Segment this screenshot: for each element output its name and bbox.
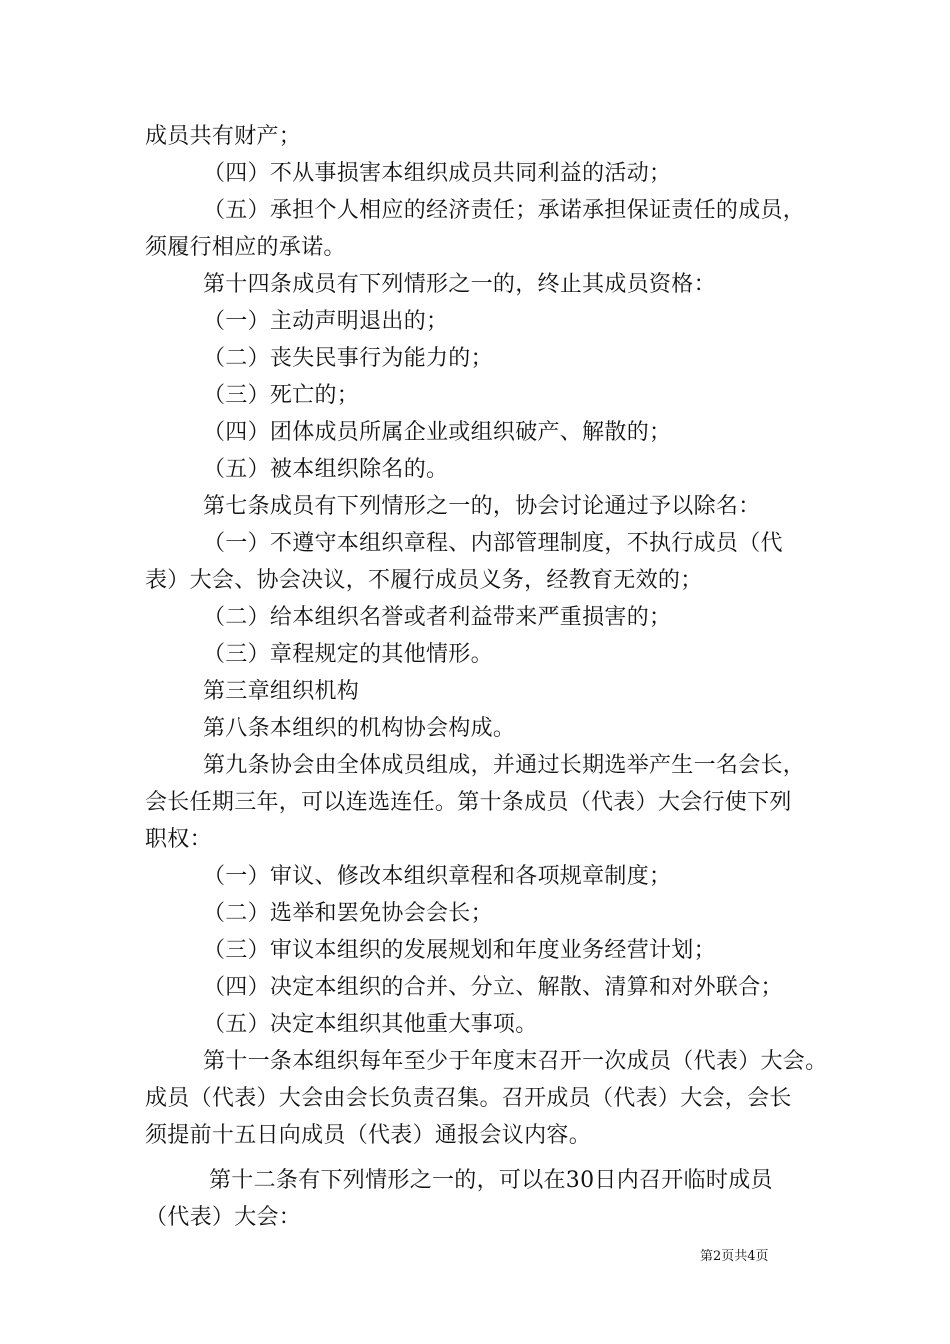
text-line: （四）决定本组织的合并、分立、解散、清算和对外联合； (203, 975, 783, 1000)
text-line: 表）大会、协会决议，不履行成员义务，经教育无效的； (145, 568, 703, 593)
text-line: （四）不从事损害本组织成员共同利益的活动； (203, 161, 672, 186)
chapter-heading: 第三章组织机构 (203, 679, 360, 704)
text-line: 须提前十五日向成员（代表）通报会议内容。 (145, 1123, 592, 1148)
text-line: 第十二条有下列情形之一的，可以在30日内召开临时成员 (209, 1168, 773, 1193)
text-line: 职权： (145, 827, 212, 852)
text-line: 须履行相应的承诺。 (145, 235, 346, 260)
text-line: 第七条成员有下列情形之一的，协会讨论通过予以除名： (203, 494, 761, 519)
text-line: （五）决定本组织其他重大事项。 (203, 1012, 538, 1037)
text-line: 第十一条本组织每年至少于年度末召开一次成员（代表）大会。 (203, 1049, 828, 1074)
text-line: 第十四条成员有下列情形之一的，终止其成员资格： (203, 272, 716, 297)
text-line: （二）选举和罢免协会会长； (203, 901, 493, 926)
text-line: （一）不遵守本组织章程、内部管理制度，不执行成员（代 (203, 531, 783, 556)
text-line: （二）给本组织名誉或者利益带来严重损害的； (203, 605, 672, 630)
text-line: （四）团体成员所属企业或组织破产、解散的； (203, 420, 672, 445)
text-line: （五）被本组织除名的。 (203, 457, 449, 482)
text-line: （五）承担个人相应的经济责任；承诺承担保证责任的成员， (203, 198, 806, 223)
text-line: （一）主动声明退出的； (203, 309, 449, 334)
text-line: 会长任期三年，可以连选连任。第十条成员（代表）大会行使下列 (145, 790, 792, 815)
page-number-footer: 第2页共4页 (700, 1249, 769, 1264)
text-line: 成员共有财产； (145, 124, 302, 149)
text-line: 第八条本组织的机构协会构成。 (203, 716, 516, 741)
text-line: （三）审议本组织的发展规划和年度业务经营计划； (203, 938, 716, 963)
text-line: 成员（代表）大会由会长负责召集。召开成员（代表）大会，会长 (145, 1086, 792, 1111)
text-line: （二）丧失民事行为能力的； (203, 346, 493, 371)
text-line: （一）审议、修改本组织章程和各项规章制度； (203, 864, 672, 889)
document-body (145, 118, 828, 1236)
text-line: （三）死亡的； (203, 383, 360, 408)
text-line: 第九条协会由全体成员组成，并通过长期选举产生一名会长， (203, 753, 806, 778)
text-line: （三）章程规定的其他情形。 (203, 642, 493, 667)
text-line: （代表）大会： (145, 1205, 302, 1230)
